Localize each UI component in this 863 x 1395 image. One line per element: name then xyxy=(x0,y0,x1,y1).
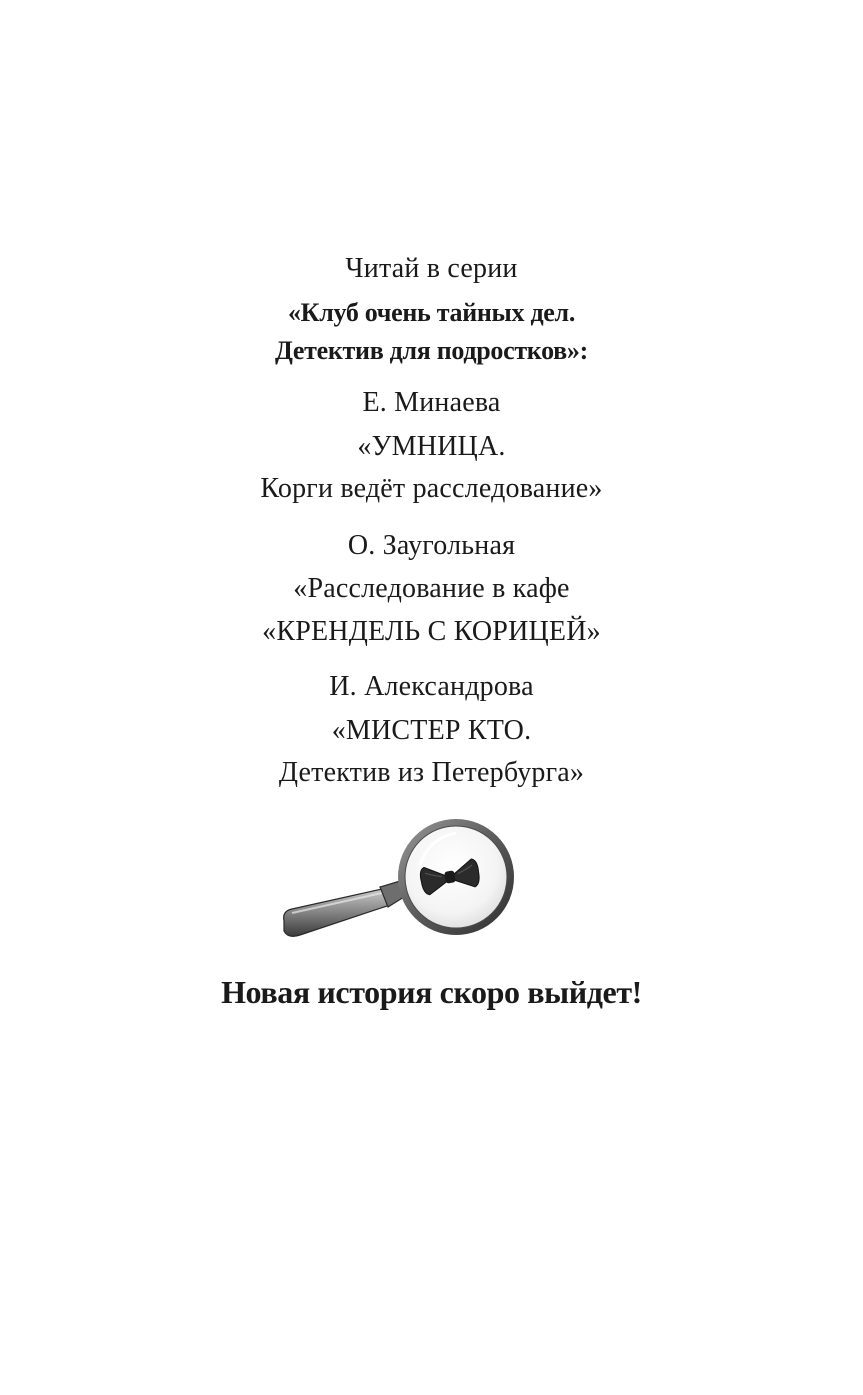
book-2-title-line-1: «Расследование в кафе xyxy=(293,573,570,604)
series-title-line-1: «Клуб очень тайных дел. xyxy=(287,298,576,327)
book-1-title-line-2: Корги ведёт расследование» xyxy=(260,473,603,504)
coming-soon-note: Новая история скоро выйдет! xyxy=(221,974,642,1010)
book-2-author: О. Заугольная xyxy=(347,530,516,561)
book-2-title-line-2: «КРЕНДЕЛЬ С КОРИЦЕЙ» xyxy=(262,616,601,647)
book-1-author: Е. Минаева xyxy=(362,387,501,418)
book-3-title-line-1: «МИСТЕР КТО. xyxy=(331,715,532,746)
series-title-line-2: Детектив для подростков»: xyxy=(275,336,588,365)
magnifying-glass-with-bow-tie-icon xyxy=(278,817,518,945)
book-3-title-line-2: Детектив из Петербурга» xyxy=(278,757,585,788)
book-1-title-line-1: «УМНИЦА. xyxy=(357,431,506,462)
series-intro: Читай в серии xyxy=(345,253,518,284)
book-3-author: И. Александрова xyxy=(329,671,534,702)
